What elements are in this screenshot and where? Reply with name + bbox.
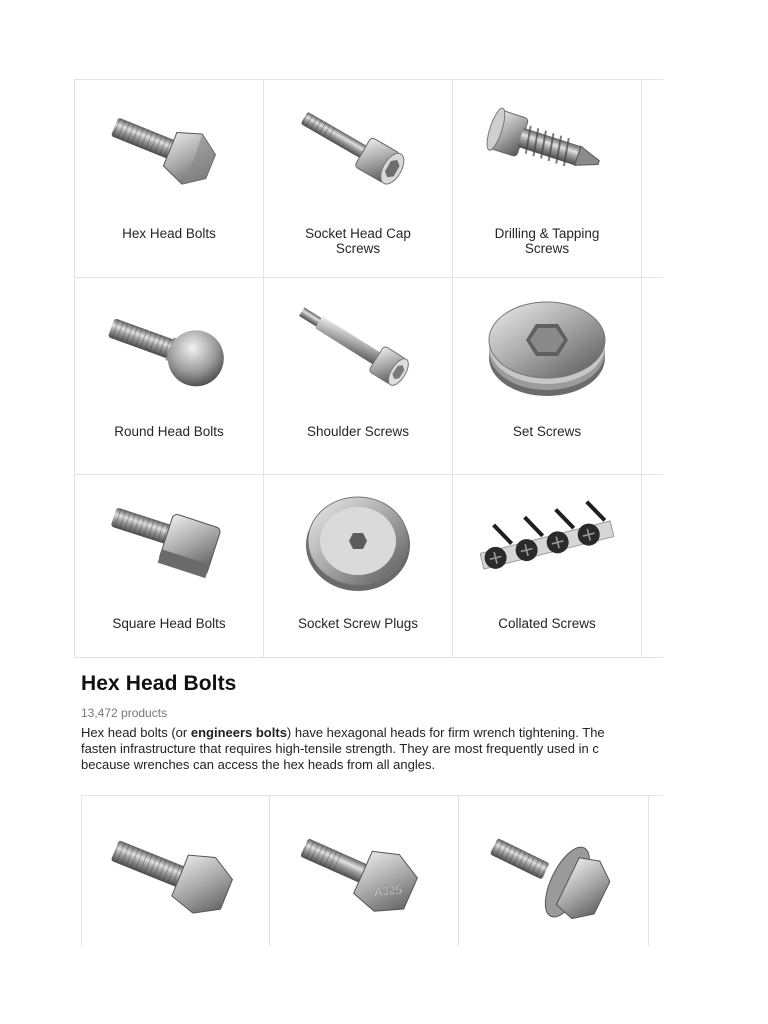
category-label: Collated Screws — [498, 616, 596, 631]
product-card[interactable] — [82, 796, 270, 946]
category-card-drilling-tapping-screws[interactable] — [453, 80, 642, 278]
category-card-socket-head-cap-screws[interactable] — [264, 80, 453, 278]
category-grid — [74, 79, 663, 658]
category-label: Shoulder Screws — [306, 424, 410, 439]
category-label: Socket Head Cap Screws — [305, 226, 411, 256]
description-text: fasten infrastructure that requires high-tensile strength. They are most frequently used in c — [81, 741, 599, 756]
description-text: Hex head bolts (or — [81, 725, 191, 740]
description-bold-term: engineers bolts — [190, 725, 287, 740]
socket-screw-plug-icon — [291, 493, 425, 597]
category-card-set-screws[interactable] — [453, 278, 642, 475]
category-card-socket-screw-plugs[interactable] — [264, 475, 453, 658]
round-head-bolt-icon — [102, 296, 236, 400]
set-screw-icon — [480, 296, 614, 400]
hex-head-bolt-icon — [102, 98, 236, 202]
head-marking: A325 — [373, 882, 403, 900]
category-card-square-head-bolts[interactable] — [75, 475, 264, 658]
collated-screws-icon — [480, 493, 614, 597]
grid-overflow-column — [642, 475, 663, 658]
hex-bolt-icon — [106, 820, 246, 930]
product-card[interactable] — [270, 796, 459, 946]
category-label: Socket Screw Plugs — [297, 616, 419, 631]
socket-head-cap-screw-icon — [291, 98, 425, 202]
grid-overflow-column — [642, 278, 663, 475]
category-card-round-head-bolts[interactable] — [75, 278, 264, 475]
section-description — [81, 725, 663, 773]
shoulder-screw-icon — [291, 296, 425, 400]
category-card-collated-screws[interactable] — [453, 475, 642, 658]
description-text: because wrenches can access the hex heads from all angles. — [81, 757, 436, 772]
drilling-tapping-screw-icon — [480, 98, 614, 202]
category-card-shoulder-screws[interactable] — [264, 278, 453, 475]
category-label: Drilling & Tapping Screws — [494, 226, 600, 256]
grid-overflow-column — [642, 80, 663, 278]
category-label: Set Screws — [512, 424, 582, 439]
hex-bolt-a325-icon — [294, 820, 434, 930]
category-label: Hex Head Bolts — [122, 226, 216, 241]
product-count: 13,472 products — [81, 706, 168, 720]
category-label: Square Head Bolts — [112, 616, 226, 631]
product-card[interactable] — [459, 796, 649, 946]
flanged-hex-bolt-icon — [483, 820, 623, 930]
category-label: Round Head Bolts — [114, 424, 224, 439]
section-title: Hex Head Bolts — [81, 672, 237, 695]
grid-overflow-column — [649, 796, 663, 946]
product-grid — [81, 795, 663, 946]
category-card-hex-head-bolts[interactable] — [75, 80, 264, 278]
description-text: ) have hexagonal heads for firm wrench tightening. The — [286, 725, 605, 740]
square-head-bolt-icon — [102, 493, 236, 597]
